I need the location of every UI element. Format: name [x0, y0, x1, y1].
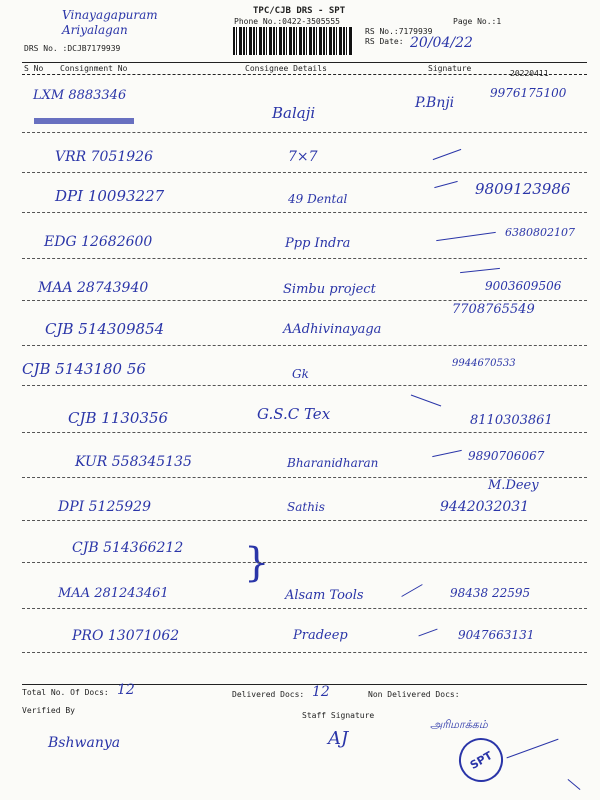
row-5-signature-mark	[460, 268, 500, 273]
non-delivered-docs-label: Non Delivered Docs:	[368, 690, 460, 699]
header-rule	[22, 62, 587, 63]
staff-signature: AJ	[328, 728, 349, 749]
row-2-consignment: VRR 7051926	[55, 149, 153, 165]
row-10-consignment: DPI 5125929	[58, 499, 151, 515]
delivered-docs-value: 12	[312, 684, 330, 700]
barcode	[233, 27, 353, 55]
row-10-consignee: Sathis	[287, 500, 325, 514]
row-divider	[22, 652, 587, 653]
row-3-signature-mark	[434, 181, 457, 188]
header-date-stamp: 20220411	[510, 69, 549, 78]
row-6-phone: 7708765549	[452, 302, 535, 317]
row-4-signature-mark	[436, 232, 496, 241]
col-sno: S No	[24, 64, 44, 73]
verified-signature: Bshwanya	[48, 735, 121, 751]
row-7-consignee: Gk	[292, 367, 309, 381]
row-4-phone: 6380802107	[505, 226, 575, 239]
row-12-consignment: MAA 281243461	[58, 586, 169, 601]
row-13-consignee: Pradeep	[293, 628, 348, 643]
row-1-consignment: LXM 8883346	[33, 88, 127, 103]
row-5-consignment: MAA 28743940	[38, 280, 149, 296]
footer-scribble	[506, 739, 558, 759]
row-8-signature-mark	[411, 395, 441, 407]
total-docs-label: Total No. Of Docs:	[22, 688, 109, 697]
row-7-phone: 9944670533	[452, 358, 516, 369]
spt-stamp: SPT	[451, 730, 511, 790]
row-divider	[22, 385, 587, 386]
col-signature: Signature	[428, 64, 472, 73]
staff-signature-label: Staff Signature	[302, 711, 375, 720]
row-13-phone: 9047663131	[458, 628, 535, 642]
total-docs-value: 12	[117, 682, 135, 698]
row-13-consignment: PRO 13071062	[72, 628, 180, 644]
header-page-no: Page No.:1	[453, 17, 502, 26]
row-8-consignment: CJB 1130356	[68, 409, 169, 427]
row-divider	[22, 258, 587, 259]
col-consignee: Consignee Details	[245, 64, 327, 73]
row-divider	[22, 562, 587, 563]
row-divider	[22, 172, 587, 173]
row-7-consignment: CJB 5143180 56	[22, 360, 146, 378]
row-12-phone: 98438 22595	[450, 586, 531, 600]
row-9-signature-mark	[432, 450, 462, 457]
row-13-signature-mark	[418, 629, 437, 637]
handwritten-staff: Ariyalagan	[62, 23, 128, 37]
row-4-consignment: EDG 12682600	[44, 234, 153, 250]
row-3-consignment: DPI 10093227	[55, 187, 165, 205]
verified-by-label: Verified By	[22, 706, 75, 715]
row-divider	[22, 608, 587, 609]
row-8-consignee: G.S.C Tex	[257, 405, 331, 423]
row-9-consignment: KUR 558345135	[75, 454, 192, 470]
handwritten-date: 20/04/22	[410, 35, 473, 51]
row-divider	[22, 432, 587, 433]
row-1-strike	[34, 118, 134, 124]
header-rs-no: RS No.:7179939	[365, 27, 433, 36]
row-10-phone: 9442032031	[440, 499, 530, 515]
row-1-consignee: Balaji	[272, 104, 316, 122]
row-2-consignee: 7×7	[288, 149, 318, 165]
row-3-phone: 9809123986	[475, 180, 571, 198]
row-divider	[22, 212, 587, 213]
header-drs-no: DRS No. :DCJB7179939	[24, 44, 121, 53]
row-1-signature: P.Bnji	[415, 95, 455, 111]
row-4-consignee: Ppp Indra	[285, 236, 351, 251]
col-consignment: Consignment No	[60, 64, 128, 73]
delivered-docs-label: Delivered Docs:	[232, 690, 305, 699]
row-9-consignee: Bharanidharan	[287, 456, 379, 470]
header-title: TPC/CJB DRS - SPT	[253, 6, 346, 16]
row-6-consignment: CJB 514309854	[45, 320, 165, 338]
row-5-consignee: Simbu project	[283, 282, 376, 297]
header-phone: Phone No.:0422-3505555	[234, 17, 340, 26]
row-6-consignee: AAdhivinayaga	[283, 322, 382, 337]
brace-mark: }	[244, 540, 270, 586]
footer-rule	[22, 684, 587, 685]
row-8-phone: 8110303861	[470, 413, 553, 428]
row-divider	[22, 300, 587, 301]
row-2-signature-mark	[433, 149, 462, 160]
row-12-consignee: Alsam Tools	[285, 588, 364, 603]
row-12-signature-mark	[401, 584, 422, 597]
row-divider	[22, 345, 587, 346]
header-dash	[22, 74, 587, 75]
tamil-signature: அரிமாக்கம்	[430, 718, 488, 731]
row-3-consignee: 49 Dental	[288, 192, 348, 206]
row-divider	[22, 520, 587, 521]
handwritten-place: Vinayagapuram	[62, 8, 158, 22]
row-1-phone: 9976175100	[490, 86, 567, 100]
row-10-signature: M.Deey	[488, 478, 539, 493]
row-5-phone: 9003609506	[485, 279, 562, 293]
header-rs-date-label: RS Date:	[365, 37, 404, 46]
corner-mark	[568, 779, 581, 790]
row-11-consignment: CJB 514366212	[72, 540, 184, 556]
row-divider	[22, 132, 587, 133]
row-9-phone: 9890706067	[468, 449, 545, 463]
